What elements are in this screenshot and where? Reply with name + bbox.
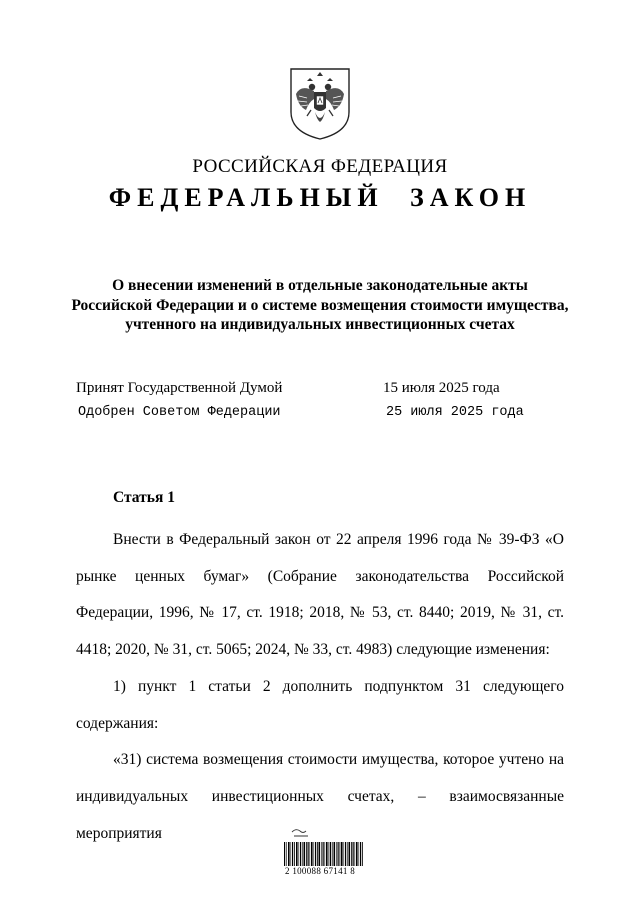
document-type: ФЕДЕРАЛЬНЫЙ ЗАКОН (108, 183, 532, 212)
law-title-line: учтенного на индивидуальных инвестиционных счетах (125, 316, 515, 333)
barcode-icon (284, 826, 364, 886)
law-title-line: Российской Федерации и о системе возмещения стоимости имущества, (71, 296, 569, 314)
council-approval-date: 25 июля 2025 года (386, 405, 524, 420)
article-paragraph: 1) пункт 1 статьи 2 дополнить подпунктом 31 следующего содержания: (76, 677, 564, 732)
article-body (76, 522, 564, 852)
coat-of-arms-icon (287, 66, 353, 142)
article-paragraph: Внести в Федеральный закон от 22 апреля 1996 года № 39-ФЗ «О рынке ценных бумаг» (Собрание законодательства Российской Федерации, 1996, № 17, ст. 1918; 2018, № 53, ст. 8440; 2019, № 31, ст. 4418; 2020, № 31, ст. 5065; 2024, № 33, ст. 4983) следующие изменения: (76, 531, 564, 659)
country-name: РОССИЙСКАЯ ФЕДЕРАЦИЯ (192, 156, 448, 177)
barcode-number: 2 100088 67141 8 (284, 866, 356, 876)
signature-mark (292, 830, 308, 836)
article-heading: Статья 1 (113, 489, 175, 506)
law-title-line: О внесении изменений в отдельные законодательные акты (112, 277, 528, 294)
council-approval-label: Одобрен Советом Федерации (78, 405, 281, 420)
duma-adoption-label: Принят Государственной Думой (76, 380, 283, 396)
article-paragraph: «31) система возмещения стоимости имущества, которое учтено на индивидуальных инвестиционных счетах, – взаимосвязанные мероприятия (76, 751, 564, 842)
duma-adoption-date: 15 июля 2025 года (383, 380, 500, 396)
law-title (60, 276, 580, 335)
